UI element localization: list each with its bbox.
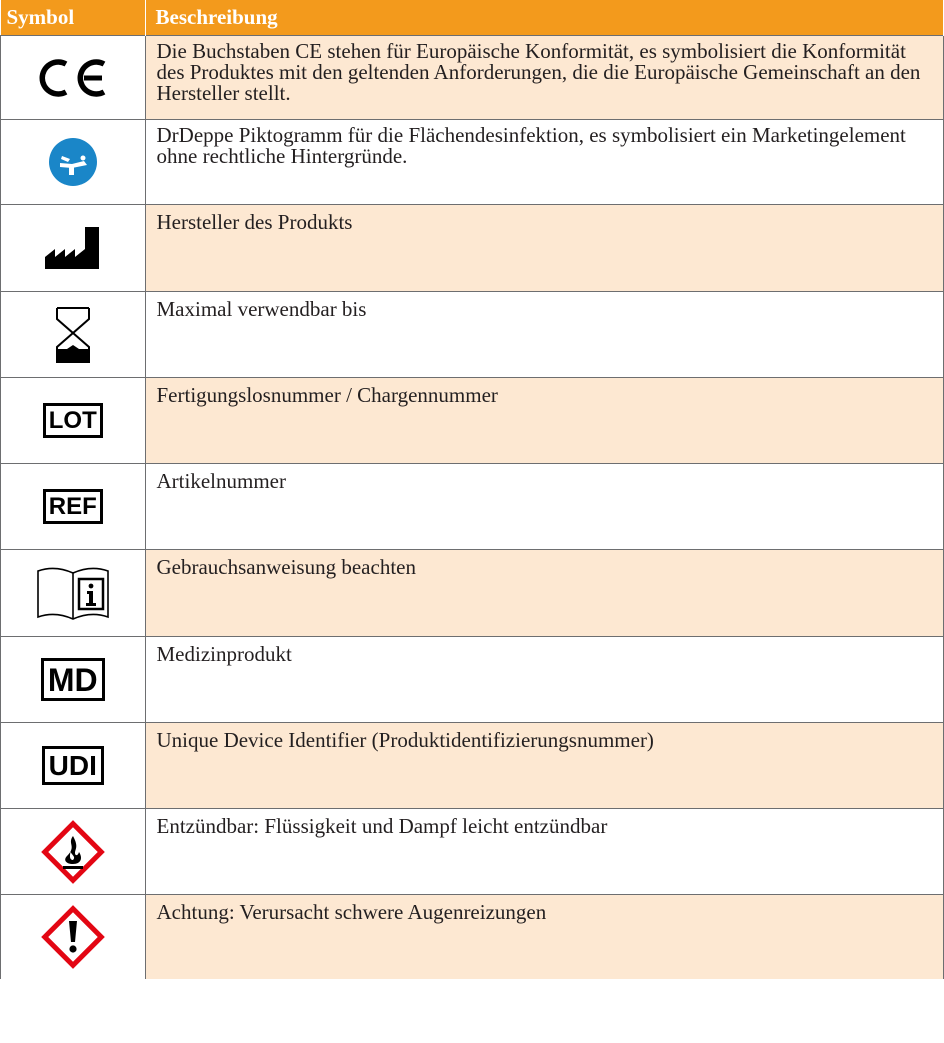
description-cell: Maximal verwendbar bis: [145, 292, 944, 378]
table-row: [1, 36, 944, 120]
table-row: [1, 120, 944, 205]
exclamation-hazard-icon: [41, 905, 105, 969]
instructions-info-icon: [35, 565, 111, 621]
manufacturer-icon: [43, 225, 103, 271]
description-cell: Hersteller des Produkts: [145, 205, 944, 292]
symbol-cell: [1, 378, 146, 464]
table-row: [1, 378, 944, 464]
hourglass-icon: [53, 305, 93, 365]
table-row: [1, 292, 944, 378]
symbol-cell: [1, 292, 146, 378]
symbol-cell: [1, 120, 146, 205]
table-row: [1, 464, 944, 550]
description-cell: Unique Device Identifier (Produktidentifizierungsnummer): [145, 723, 944, 809]
ce-mark-icon: [36, 58, 110, 98]
flammable-hazard-icon: [41, 820, 105, 884]
description-cell: DrDeppe Piktogramm für die Flächendesinfektion, es symbolisiert ein Marketingelement ohne rechtliche Hintergründe.: [145, 120, 944, 205]
symbol-cell: [1, 809, 146, 895]
symbol-cell: [1, 464, 146, 550]
description-cell: Artikelnummer: [145, 464, 944, 550]
table-row: [1, 550, 944, 637]
table-row: [1, 205, 944, 292]
description-cell: Fertigungslosnummer / Chargennummer: [145, 378, 944, 464]
symbol-cell: [1, 550, 146, 637]
description-cell: Achtung: Verursacht schwere Augenreizungen: [145, 895, 944, 979]
lot-icon: LOT: [43, 403, 103, 438]
symbol-cell: [1, 637, 146, 723]
symbol-cell: [1, 36, 146, 120]
table-row: [1, 895, 944, 979]
table-row: [1, 637, 944, 723]
table-row: [1, 809, 944, 895]
description-cell: Gebrauchsanweisung beachten: [145, 550, 944, 637]
surface-disinfection-pictogram-icon: [48, 137, 98, 187]
symbol-cell: [1, 723, 146, 809]
symbol-cell: [1, 895, 146, 979]
description-cell: Die Buchstaben CE stehen für Europäische Konformität, es symbolisiert die Konformität des Produktes mit den geltenden Anforderungen, die die Europäische Gemeinschaft an den Hersteller stellt.: [145, 36, 944, 120]
table-header-row: [1, 0, 944, 36]
description-cell: Medizinprodukt: [145, 637, 944, 723]
udi-icon: UDI: [42, 746, 104, 785]
symbol-cell: [1, 205, 146, 292]
description-cell: Entzündbar: Flüssigkeit und Dampf leicht entzündbar: [145, 809, 944, 895]
md-icon: MD: [41, 658, 105, 701]
symbol-column-header: Symbol: [1, 0, 146, 36]
table-row: [1, 723, 944, 809]
ref-icon: REF: [43, 489, 103, 524]
description-column-header: Beschreibung: [145, 0, 944, 36]
